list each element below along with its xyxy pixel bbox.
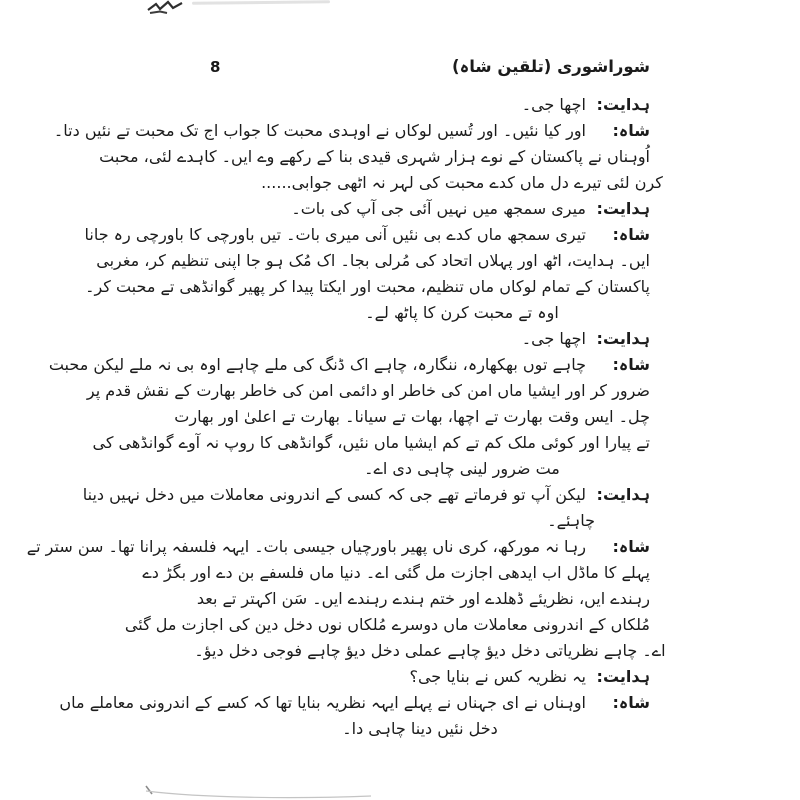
dialogue-text: اور کیا نئیں۔ اور تُسیں لوکاں نے اوہدی محبت کا جواب اج تک محبت تے نئیں دتا۔	[53, 121, 586, 140]
dialogue-line: تے پیارا اور کوئی ملک کم تے کم ایشیا ماں نئیں، گوانڈھی کا روپ نہ آوے گوانڈھی کی	[92, 433, 650, 452]
dialogue-line: مت ضرور لینی چاہی دی اے۔	[364, 459, 560, 478]
dialogue-line	[150, 664, 650, 690]
dialogue-text: یہ نظریہ کس نے بنایا جی؟	[409, 667, 586, 686]
speaker-label: ہدایت:	[596, 95, 650, 114]
dialogue-text: اچھا جی۔	[521, 95, 586, 114]
dialogue-line: اُوہناں نے پاکستان کے نوے ہزار شہری قیدی بنا کے رکھے وے ایں۔ کاہدے لئی، محبت	[99, 147, 650, 166]
dialogue-entry	[150, 196, 650, 222]
speaker-label: شاہ:	[612, 355, 650, 374]
dialogue-line: ایں۔ ہدایت، اٹھ اور پہلاں اتحاد کی مُرلی بجا۔ اک مُک ہو جا اپنی تنظیم کر، مغربی	[96, 251, 650, 270]
smudge-artifact	[192, 0, 330, 4]
dialogue-text: اچھا جی۔	[521, 329, 586, 348]
dialogue-line: اوہ تے محبت کرن کا پاٹھ لے۔	[365, 303, 559, 322]
dialogue-line: کرن لئی تیرے دل ماں کدے محبت کی لہر نہ اٹھی جوابی......	[261, 173, 663, 192]
dialogue-entry	[53, 118, 663, 196]
dialogue-line: رہندے ایں، نظریئے ڈھلدے اور ختم ہندے رہندے ایں۔ سَن اکہتر تے بعد	[196, 589, 650, 608]
dialogue-text: تیری سمجھ ماں کدے بی نئیں آنی میری بات۔ تیں باورچی کا باورچی رہ جانا	[84, 225, 586, 244]
speaker-label: ہدایت:	[596, 199, 650, 218]
speaker-label: ہدایت:	[596, 485, 650, 504]
dialogue-line: چاہئے۔	[547, 511, 595, 530]
dialogue-entry	[84, 222, 650, 326]
page-content	[26, 55, 666, 742]
dialogue-entry	[82, 482, 650, 534]
speaker-label: شاہ:	[612, 121, 650, 140]
dialogue-line	[150, 196, 650, 222]
page-number: 8	[210, 58, 221, 76]
dialogue-entry	[150, 664, 650, 690]
dialogue-text: میری سمجھ میں نہیں آئی جی آپ کی بات۔	[291, 199, 586, 218]
dialogue-line: ضرور کر اور ایشیا ماں امن کی خاطر او دائمی امن کی خاطر بھارت کے نقش قدم پر	[86, 381, 650, 400]
dialogue-line: پہلے کا ماڈل اب ایدھی اجازت مل گئی اے۔ دنیا ماں فلسفے بن دے اور بگڑ دے	[142, 563, 650, 582]
dialogue-line: دخل نئیں دینا چاہی دا۔	[342, 719, 498, 738]
dialogue-line	[82, 482, 650, 508]
dialogue-entry	[26, 534, 666, 664]
dialogue-entry	[59, 690, 650, 742]
dialogue-line	[150, 326, 650, 352]
dialogue-line	[84, 222, 650, 248]
speaker-label: شاہ:	[612, 693, 650, 712]
dialogue-entry	[150, 92, 650, 118]
dialogue-line: پاکستان کے تمام لوکاں ماں تنظیم، محبت اور ایکتا پیدا کر پھیر گوانڈھی تے محبت کر۔	[85, 277, 650, 296]
dialogue-text: رہا نہ مورکھ، کری ناں پھیر باورچیاں جیسی بات۔ ایہہ فلسفہ پرانا تھا۔ سن ستر تے	[26, 537, 586, 556]
dialogue-line: اے۔ چاہے نظریاتی دخل دیؤ چاہے عملی دخل دیؤ چاہے فوجی دخل دیؤ۔	[194, 641, 666, 660]
dialogue-line	[150, 92, 650, 118]
dialogue-text: چاہے توں بھکھارہ، ننگارہ، چاہے اک ڈنگ کی ملے چاہے اوہ بی نہ ملے لیکن محبت	[48, 355, 586, 374]
dialogue-text: لیکن آپ تو فرماتے تھے جی کہ کسی کے اندرونی معاملات میں دخل نہیں دینا	[82, 485, 586, 504]
dialogue-line	[48, 352, 650, 378]
speaker-label: شاہ:	[612, 225, 650, 244]
dialogue-entry	[48, 352, 650, 482]
dialogue-line: مُلکاں کے اندرونی معاملات ماں دوسرے مُلکاں نوں دخل دین کی اجازت مل گئی	[124, 615, 650, 634]
running-title: شوراشوری (تلقین شاہ)	[452, 57, 650, 76]
speaker-label: ہدایت:	[596, 667, 650, 686]
speaker-label: شاہ:	[612, 537, 650, 556]
dialogue-text: اوہناں نے ای جہناں نے پہلے ایہہ نظریہ بنایا تھا کہ کسے کے اندرونی معاملے ماں	[59, 693, 586, 712]
dialogue-entry	[150, 326, 650, 352]
dialogue-line	[53, 118, 650, 144]
dialogue-line	[59, 690, 650, 716]
dialogue-line	[26, 534, 650, 560]
dialogue-line: چل۔ ایس وقت بھارت تے اچھا، بھات تے سیانا۔ بھارت تے اعلیٰ اور بھارت	[174, 407, 650, 426]
speaker-label: ہدایت:	[596, 329, 650, 348]
scratch-line-artifact	[143, 784, 375, 800]
page-header	[150, 55, 650, 92]
ink-scribble-artifact	[146, 0, 190, 15]
